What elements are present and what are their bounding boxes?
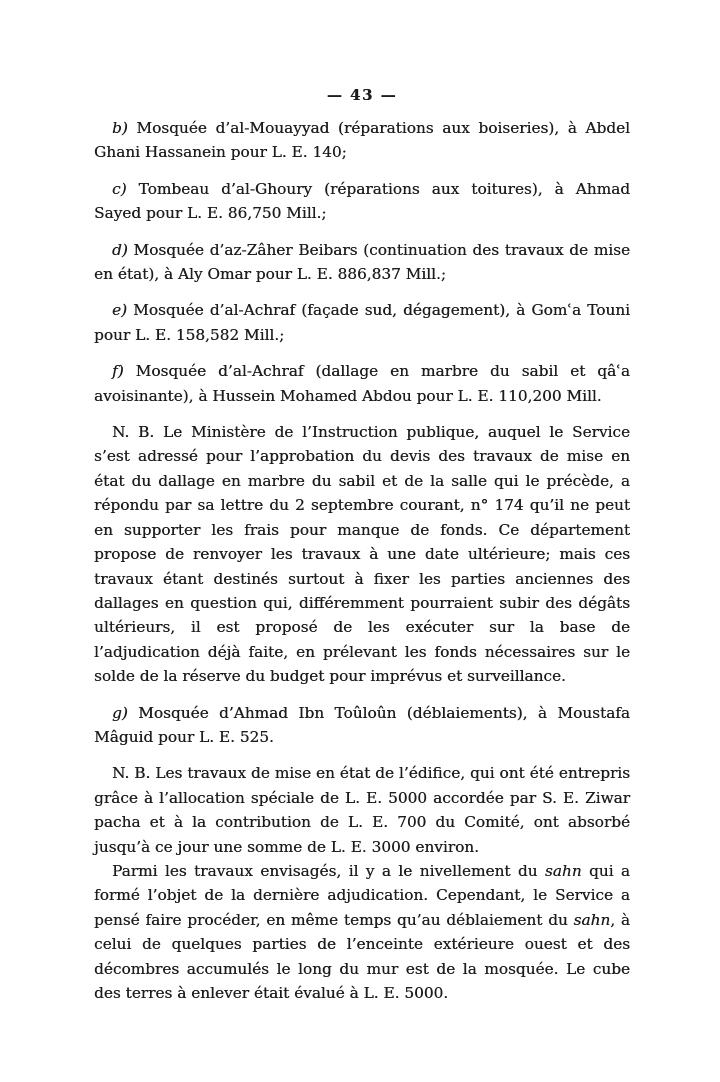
paragraph-entry [94,298,630,347]
paragraph-note [94,761,630,859]
text-segment: Mosquée d’al-Achraf (façade sud, dégagement), à Gomʿa Touni pour L. E. 158,582 Mill.; [94,301,630,344]
text-segment: , à celui de quelques parties de l’enceinte extérieure ouest et des décombres accumulés le long du mur est de la mosquée. Le cube des terres à enlever était évalué à L. E. 5000. [94,910,630,1002]
page-content [94,104,630,1005]
italic-segment: e) [112,301,128,320]
paragraph-entry [94,116,630,165]
text-segment: Mosquée d’az-Zâher Beibars (continuation des travaux de mise en état), à Aly Omar pour L. E. 886,837 Mill.; [94,240,630,284]
text-segment: Parmi les travaux envisagés, il y a le nivellement du [112,861,545,880]
italic-segment: d) [112,240,128,259]
text-segment: Tombeau d’al-Ghoury (réparations aux toitures), à Ahmad Sayed pour L. E. 86,750 Mill.; [94,179,630,223]
text-segment: N. B. Les travaux de mise en état de l’édifice, qui ont été entrepris grâce à l’allocation spéciale de L. E. 5000 accordée par S. E. Ziwar pacha et à la contribution de L. E. 700 du Comité, ont absorbé jusqu’à ce jour une somme de L. E. 3000 environ. [94,764,630,856]
italic-segment: g) [112,703,128,722]
paragraph-entry [94,359,630,408]
paragraph-entry [94,177,630,226]
paragraph-entry [94,238,630,287]
text-segment: Mosquée d’al-Achraf (dallage en marbre du sabil et qâʿa avoisinante), à Hussein Mohamed Abdou pour L. E. 110,200 Mill. [94,362,630,405]
italic-segment: b) [112,119,128,137]
italic-segment: sahn [573,910,611,929]
italic-segment: c) [112,179,127,198]
page-number: — 43 — [326,86,398,104]
paragraph-note [94,420,630,688]
text-segment: Mosquée d’Ahmad Ibn Toûloûn (déblaiements), à Moustafa Mâguid pour L. E. 525. [94,703,630,746]
paragraph-entry [94,701,630,750]
text-segment: N. B. Le Ministère de l’Instruction publique, auquel le Service s’est adressé pour l’approbation du devis des travaux de mise en état du dallage en marbre du sabil et de la salle qui le précède, a répondu par sa lettre du 2 septembre courant, n° 174 qu’il ne peut en supporter les frais pour manque de fonds. Ce département propose de renvoyer les travaux à une date ultérieure; mais ces travaux étant destinés surtout à fixer les parties anciennes des dallages en question qui, différemment pourraient subir des dégâts ultérieurs, il est proposé de les exécuter sur la base de l’adjudication déjà faite, en prélevant les fonds nécessaires sur le solde de la réserve du budget pour imprévus et surveillance. [94,423,630,686]
text-segment: Mosquée d’al-Mouayyad (réparations aux boiseries), à Abdel Ghani Hassanein pour L. E. 140; [94,119,630,162]
text-segment: qui a formé l’objet de la dernière adjudication. Cependant, le Service a pensé faire procéder, en même temps qu’au déblaiement du [94,861,630,929]
italic-segment: f) [112,362,124,381]
italic-segment: sahn [544,861,582,880]
paragraph-body [94,859,630,1005]
